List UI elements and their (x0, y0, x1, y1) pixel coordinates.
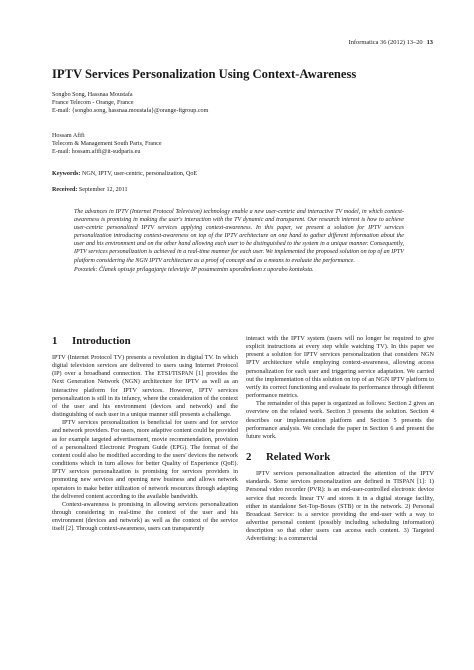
author-block-1 (52, 91, 432, 115)
author-affiliation: Telecom & Management South Paris, France (52, 141, 162, 147)
paragraph: IPTV services personalization attracted the attention of the IPTV standards. Some services personalization are defined in TISPAN [1]: 1) Personal video recorder (PVR): is an end-user-controlled electronic device service that records linear TV and stores it in a digital storage facility, either in standalone Set-Top-Boxes (STB) or in the network. 2) Personal Broadcast Service: is a service providing the end-user with a way to advertise personal content (possibly including scheduling information) description so that other users can access such content. 3) Targeted Advertising: is a commercial (246, 470, 434, 543)
paragraph: IPTV (Internet Protocol TV) presents a revolution in digital TV. In which digital television services are delivered to users using Internet Protocol (IP) over a broadband connection. The ETSI/TISPAN [1] provides the Next Generation Network (NGN) architecture for IPTV as well as an interactive platform for IPTV services. However, IPTV services personalization is still in its infancy, where the consideration of the context of the user and his environment (devices and network) and the distinguishing of each user in a unique manner still presents a challenge. (52, 354, 238, 419)
section-heading-related-work (246, 451, 434, 464)
paper-title: IPTV Services Personalization Using Context-Awareness (52, 67, 357, 81)
received-label: Received: (52, 187, 78, 193)
paragraph: IPTV services personalization is beneficial for users and for service and network providers. For users, more adaptive content could be provided as for example targeted advertisement, movie recommendation, provision of a personalized Electronic Program Guide (EPG). The format of the content could also be modified according to the users' devices the network conditions which in turn allows for better Quality of Experience (QoE). IPTV services personalization is promising for services providers in promoting new services and opening new business and allows network operators to make better utilization of network resources through adapting the delivered content according to the available bandwidth. (52, 419, 238, 500)
keywords-line (52, 171, 432, 177)
povzetek: Povzetek: Članek opisuje prilagajanje televizije IP posameznim uporabnikom z uporabo konteksta. (74, 266, 314, 273)
left-column (52, 335, 238, 533)
received-date: September 12, 2011 (77, 187, 128, 193)
journal-citation: Informatica 36 (2012) 13–20 (348, 39, 423, 46)
author-email: E-mail: {songbo.song, hassnaa.moustafa}@orange-ftgroup.com (52, 108, 209, 114)
running-header (349, 39, 433, 46)
author-affiliation: France Telecom - Orange, France (52, 100, 134, 106)
keywords-text: NGN, IPTV, user-centric, personalization, QoE (80, 171, 198, 177)
page-number: 13 (426, 39, 433, 46)
section-title: Related Work (266, 451, 331, 464)
author-name: Hossam Afifi (52, 133, 85, 139)
abstract (74, 208, 404, 274)
paragraph: interact with the IPTV system (users will no longer be required to give explicit instructions at every step while watching TV). In this paper we present a solution for IPTV services personalization that considers NGN IPTV architecture while employing context-awareness, allowing access personalization for each user and triggering service adaptation. We carried out the implementation of this solution on top of an NGN IPTV platform to verify its correct functioning and evaluate its performance through different performance metrics. (246, 335, 434, 400)
keywords-label: Keywords: (52, 171, 81, 177)
received-line (52, 187, 432, 193)
right-column (246, 335, 434, 543)
paragraph: The remainder of this paper is organized as follows: Section 2 gives an overview on the related work. Section 3 presents the solution. Section 4 describes our implementation platform and Section 5 presents the performance analysis. We conclude the paper in Section 6 and present the future work. (246, 400, 434, 440)
section-number: 2 (246, 451, 252, 464)
abstract-text: The advances in IPTV (Internet Protocol Television) technology enable a new user-centric and interactive TV model, in which context-awareness is promising in making the user's interaction with the TV dynamic and transparent. Our research interest is how to achieve user-centric personalized IPTV services applying context-awareness. In this paper, we present a solution for IPTV services personalization introducing context-awareness on top of the IPTV architecture on one hand to gather different information about the user and his environment and on the other hand allowing each user to be distinguished to the system in a unique manner. Consequently, IPTV services personalization is achieved in a real-time manner for each user. We implemented the proposed solution on top of an IPTV platform considering the NGN IPTV architecture as a proof of concept and as a means to evaluate the performance. (74, 209, 404, 264)
author-email: E-mail: hossam.afifi@it-sudparis.eu (52, 149, 141, 155)
paragraph: Context-awareness is promising in allowing services personalization through considering in real-time the context of the user and his environment (devices and network) as well as the context of the service itself [2]. Through context-awareness, users can transparently (52, 500, 238, 533)
section-title: Introduction (72, 335, 131, 347)
author-names: Songbo Song, Hassnaa Moustafa (52, 92, 133, 98)
section-heading-introduction (52, 335, 238, 348)
section-number: 1 (52, 335, 58, 347)
author-block-2 (52, 132, 432, 156)
